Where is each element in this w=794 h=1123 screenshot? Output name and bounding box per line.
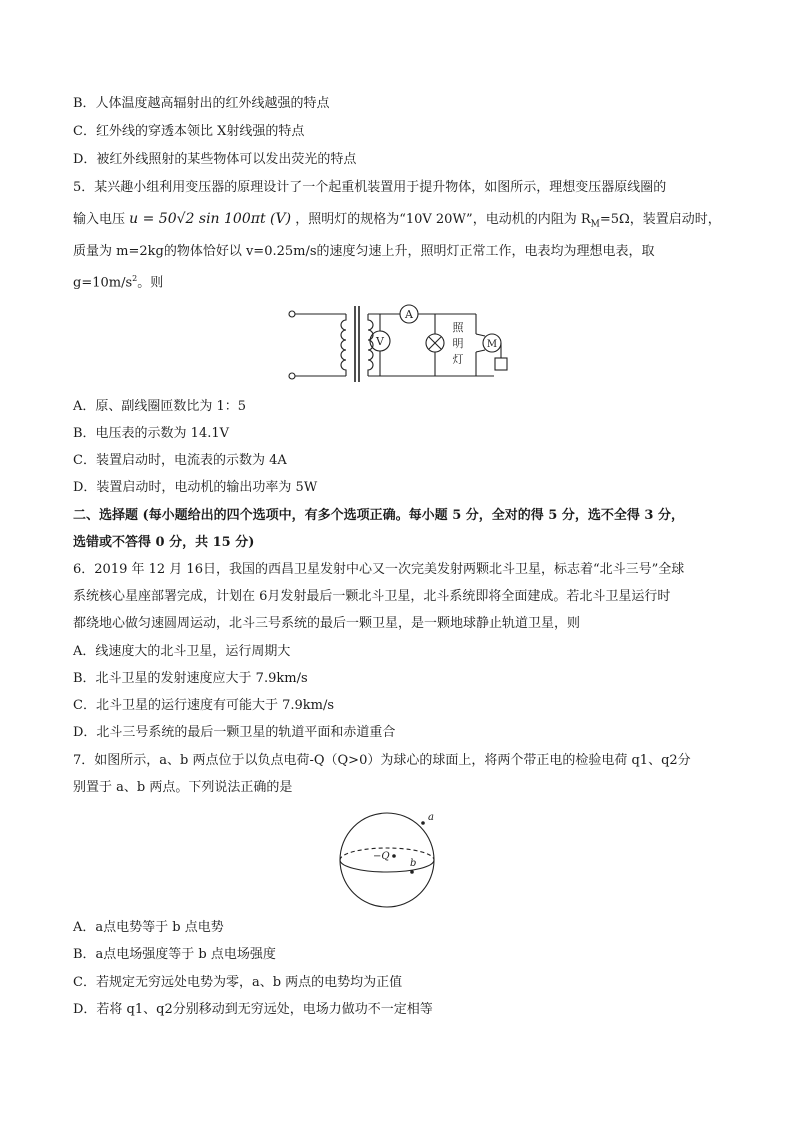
q6-stem-line2: 系统核心星座部署完成，计划在 6月发射最后一颗北斗卫星，北斗系统即将全面建成。若北斗卫星运行时: [73, 589, 671, 604]
q5-then-text: 。则: [137, 275, 164, 291]
q5-stem-line2: [73, 210, 721, 234]
ammeter-label: A: [405, 308, 413, 321]
q6-option-b: B．北斗卫星的发射速度应大于 7.9km/s: [73, 671, 308, 686]
point-b: [410, 870, 414, 874]
lamp-label-1: 照: [452, 321, 464, 334]
section2-heading-line1: 二、选择题 (每小题给出的四个选项中，有多个选项正确。每小题 5 分，全对的得 5 分，选不全得 3 分，: [73, 508, 684, 523]
point-a: [421, 821, 425, 825]
q6-stem-line1: 6．2019 年 12 月 16日，我国的西昌卫星发射中心又一次完美发射两颗北斗卫星，标志着“北斗三号”全球: [73, 562, 685, 577]
motor-label: M: [486, 339, 498, 350]
q5-stem-line1: 5．某兴趣小组利用变压器的原理设计了一个起重机装置用于提升物体，如图所示，理想变压器原线圈的: [73, 180, 667, 195]
q7-stem-line1: 7．如图所示，a、b 两点位于以负点电荷-Q（Q>0）为球心的球面上，将两个带正电的检验电荷 q1、q2分: [73, 753, 691, 768]
point-a-label: a: [428, 812, 434, 823]
center-charge-point: [392, 854, 396, 858]
q6-stem-line3: 都绕地心做匀速圆周运动，北斗三号系统的最后一颗卫星，是一颗地球静止轨道卫星，则: [73, 616, 581, 631]
q5-option-a: A．原、副线圈匝数比为 1：5: [73, 399, 247, 414]
q5-resistance-text: =5Ω，装置启动时，: [599, 212, 721, 227]
q6-option-c: C．北斗卫星的运行速度有可能大于 7.9km/s: [73, 698, 335, 713]
q7-option-a: A．a点电势等于 b 点电势: [73, 920, 224, 935]
q6-option-a: A．线速度大的北斗卫星，运行周期大: [73, 644, 291, 659]
q5-option-b: B．电压表的示数为 14.1V: [73, 426, 230, 441]
q5-stem-line4: [73, 270, 163, 292]
lifted-mass-block: [495, 358, 507, 370]
q7-option-b: B．a点电场强度等于 b 点电场强度: [73, 947, 276, 962]
q7-option-c: C．若规定无穷远处电势为零，a、b 两点的电势均为正值: [73, 975, 403, 990]
q6-option-d: D．北斗三号系统的最后一颗卫星的轨道平面和赤道重合: [73, 725, 396, 740]
point-b-label: b: [410, 858, 417, 869]
q5-gravity-superscript: 2: [132, 274, 138, 283]
q5-stem-line3: 质量为 m=2kg的物体恰好以 v=0.25m/s的速度匀速上升，照明灯正常工作，电表均为理想电表，取: [73, 244, 655, 259]
q4-option-d: D．被红外线照射的某些物体可以发出荧光的特点: [73, 152, 357, 167]
q5-lamp-spec-text: ，照明灯的规格为“10V 20W”，电动机的内阻为 R: [295, 212, 591, 227]
center-charge-label: −Q: [373, 851, 390, 862]
q5-rm-subscript: M: [590, 219, 600, 230]
transformer-circuit-diagram: [280, 298, 520, 390]
section2-heading-line2: 选错或不答得 0 分，共 15 分): [73, 535, 255, 550]
q5-option-c: C．装置启动时，电流表的示数为 4A: [73, 453, 287, 468]
q4-option-c: C．红外线的穿透本领比 X射线强的特点: [73, 124, 305, 139]
q5-input-voltage-text: 输入电压: [73, 212, 126, 227]
q7-stem-line2: 别置于 a、b 两点。下列说法正确的是: [73, 780, 293, 795]
charged-sphere-diagram: [330, 806, 450, 912]
q4-option-b: B．人体温度越高辐射出的红外线越强的特点: [73, 96, 330, 111]
voltmeter-label: V: [376, 335, 384, 348]
q5-gravity-text: g=10m/s: [73, 275, 133, 291]
q5-option-d: D．装置启动时，电动机的输出功率为 5W: [73, 480, 318, 495]
primary-coil: [341, 314, 346, 376]
q5-voltage-formula: u = 50√2 sin 100πt (V): [129, 211, 292, 227]
lamp-label-2: 明: [452, 337, 464, 350]
input-terminal-bottom: [289, 373, 295, 379]
q7-option-d: D．若将 q1、q2分别移动到无穷远处，电场力做功不一定相等: [73, 1002, 433, 1017]
input-terminal-top: [289, 311, 295, 317]
lamp-label-3: 灯: [452, 353, 464, 366]
